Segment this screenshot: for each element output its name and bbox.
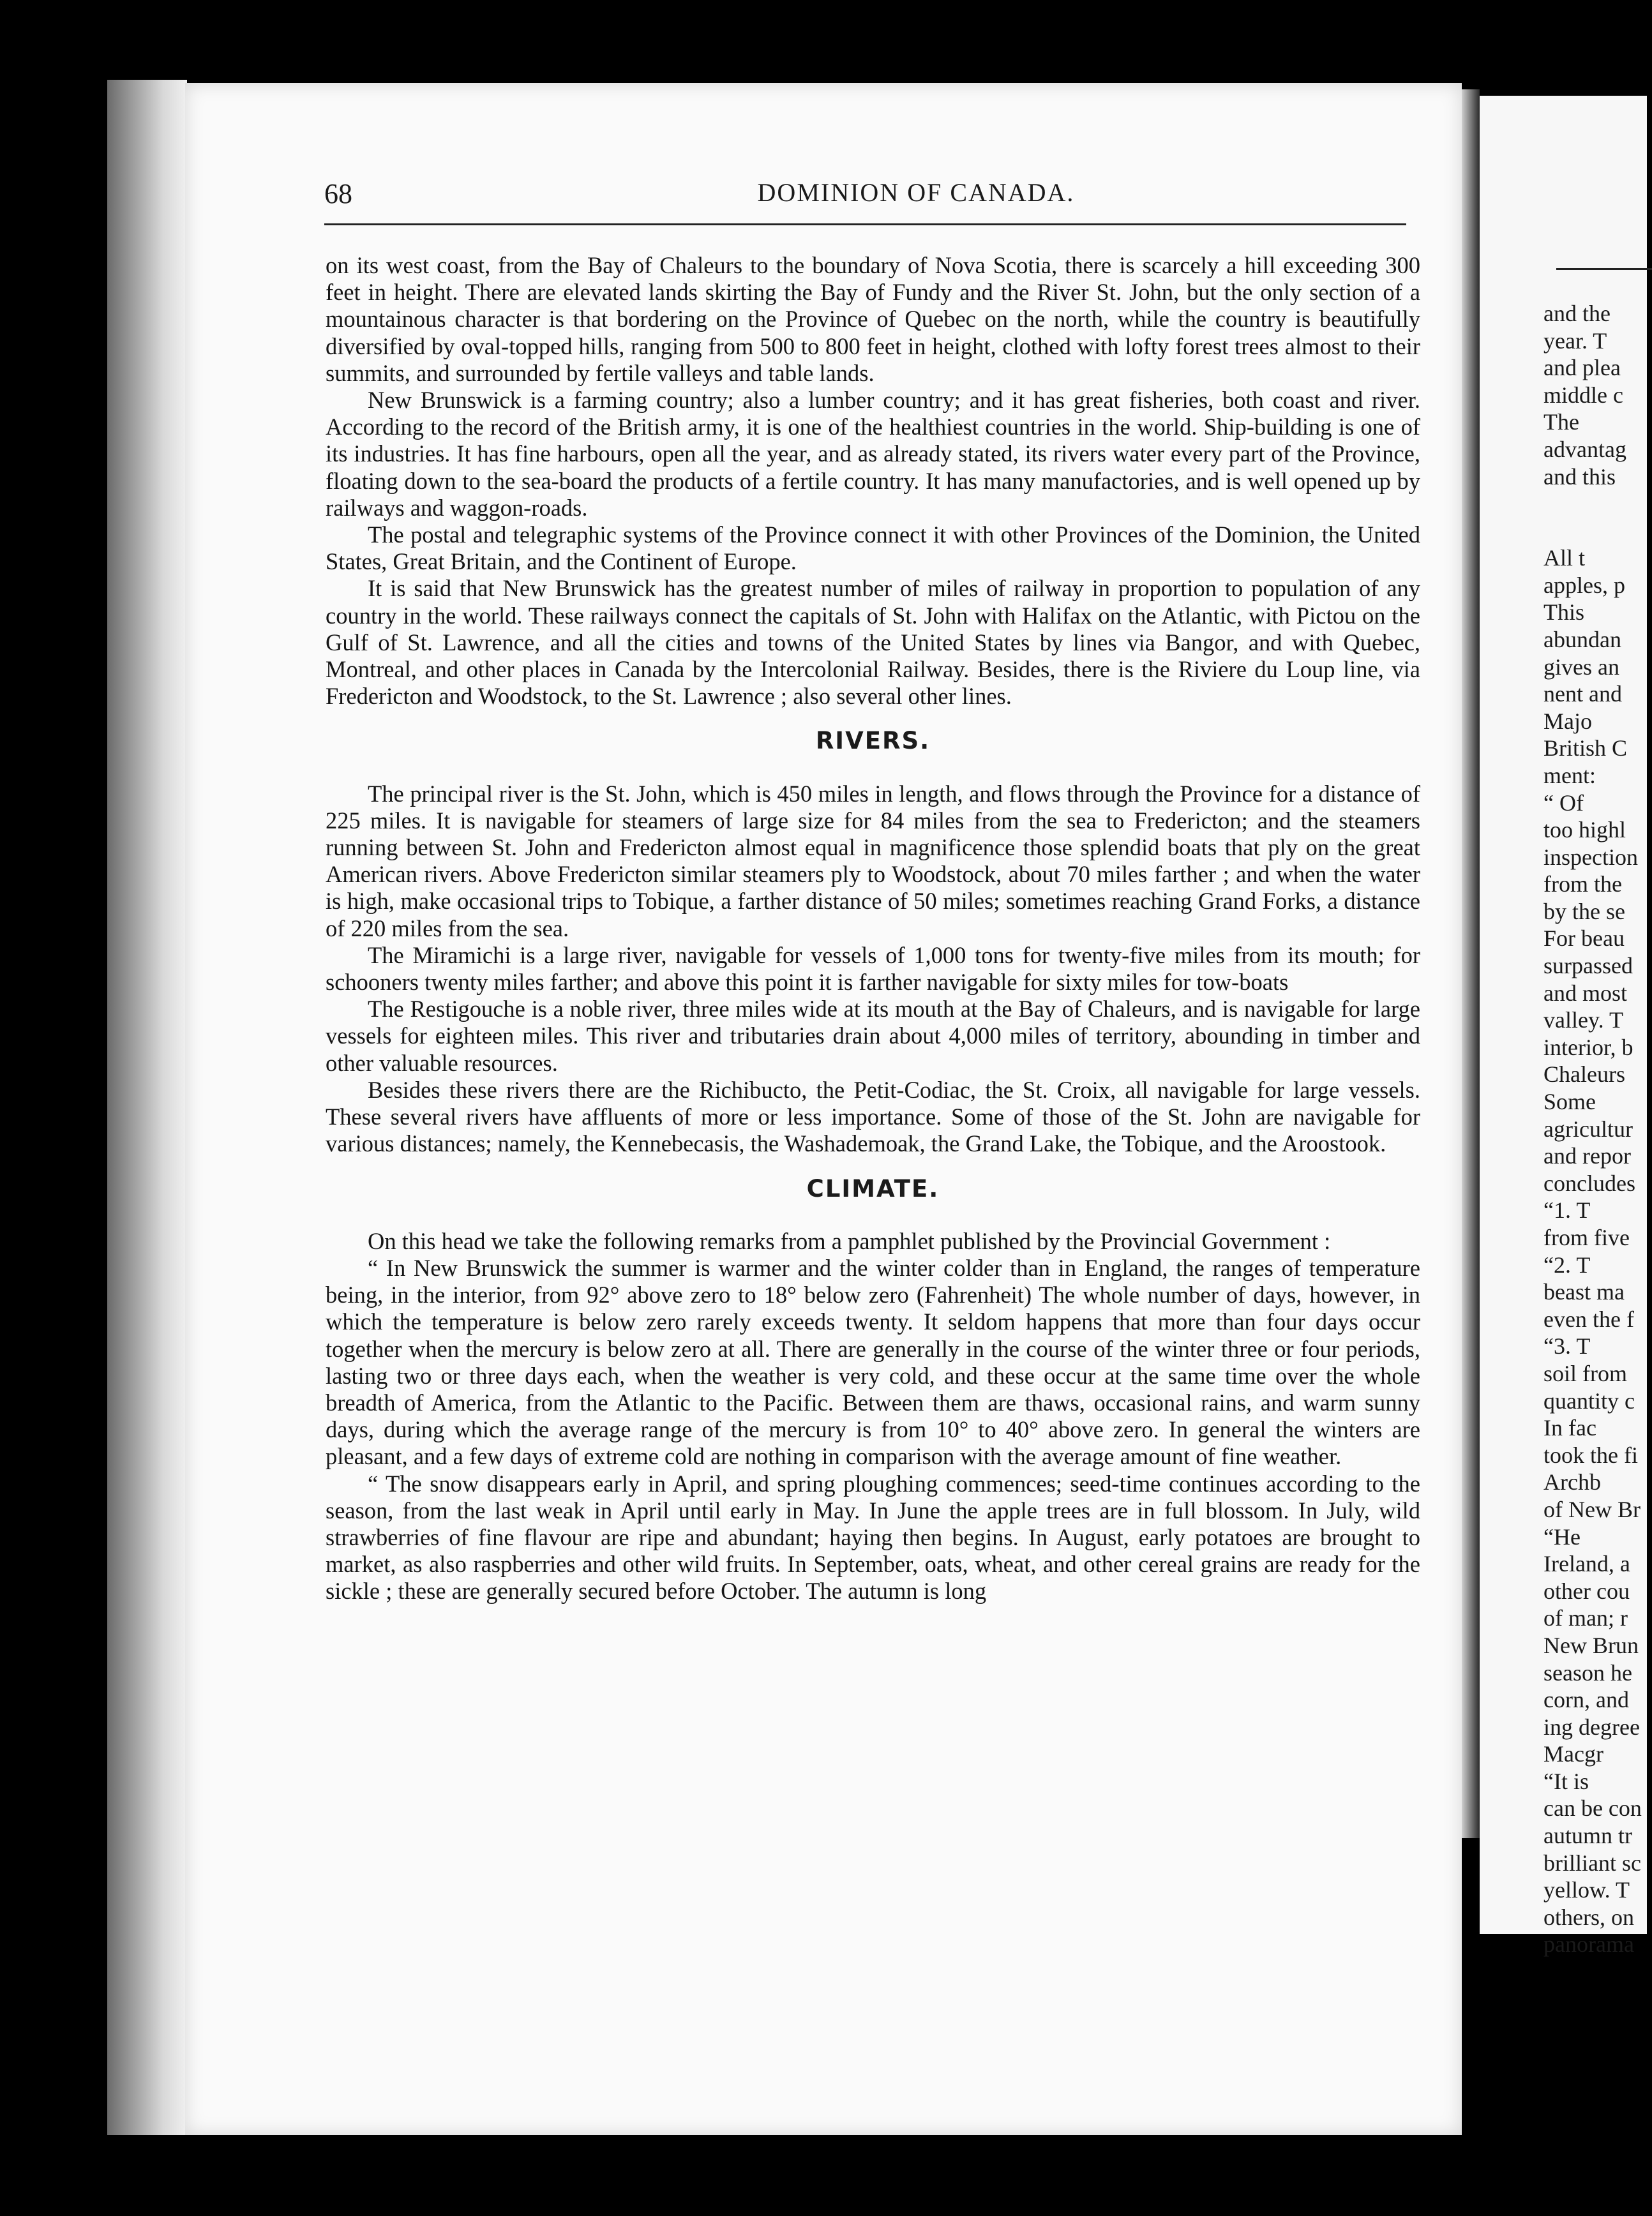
fragment-line: This: [1543, 599, 1585, 625]
paragraph: “ The snow disappears early in April, and spring ploughing commences; seed-time continues according to the season, from the last weak in April until early in May. In June the apple trees are in full blossom. In July, wild strawberries of fine flavour are ripe and abundant; haying then begins. In August, early potatoes are brought to market, as also raspberries and other wild fruits. In September, oats, wheat, and other cereal grains are ready for the sickle ; these are generally secured before October. The autumn is long: [326, 1470, 1420, 1605]
body-text: [326, 252, 1420, 1605]
running-head: [319, 177, 1404, 222]
paragraph: On this head we take the following remarks from a pamphlet published by the Provincial Government :: [368, 1227, 1331, 1254]
fragment-line: quantity c: [1543, 1388, 1635, 1414]
fragment-line: year. T: [1543, 327, 1607, 354]
fragment-line: “He: [1543, 1524, 1581, 1550]
facing-page: [1480, 96, 1647, 1958]
fragment-line: apples, p: [1543, 572, 1625, 598]
fragment-line: valley. T: [1543, 1007, 1623, 1033]
fragment-line: even the f: [1543, 1306, 1634, 1332]
fragment-line: inspection: [1543, 844, 1638, 870]
fragment-line: took the fi: [1543, 1442, 1638, 1468]
fragment-line: New Brun: [1543, 1632, 1639, 1658]
fragment-line: others, on: [1543, 1904, 1634, 1930]
paragraph: “ In New Brunswick the summer is warmer and the winter colder than in England, the ranges of temperature being, in the interior, from 92° above zero to 18° below zero (Fahrenheit) The whole number of days, however, in which the temperature is below zero rarely exceeds twenty. It seldom happens that more than four days occur together when the mercury is below zero at all. There are generally in the course of the winter three or four periods, lasting two or three days each, when the weather is very cold, and these occur at the same time over the whole breadth of America, from the Atlantic to the Pacific. Between them are thaws, occasional rains, and warm sunny days, during which the average range of the mercury is from 10° to 40° above zero. In general the winters are pleasant, and a few days of extreme cold are nothing in comparison with the average amount of fine weather.: [326, 1254, 1420, 1470]
fragment-line: from the: [1543, 871, 1622, 897]
paragraph: New Brunswick is a farming country; also a lumber country; and it has great fisheries, both coast and river. According to the record of the British army, it is one of the healthiest countries in the world. Ship-building is one of its industries. It has fine harbours, open all the year, and as already stated, its rivers water every part of the Province, floating down to the sea-board the products of a fertile country. It has many manufactories, and is well opened up by railways and waggon-roads.: [326, 387, 1420, 521]
book-gutter: [1462, 89, 1480, 1838]
fragment-line: Archb: [1543, 1469, 1601, 1495]
section-heading-rivers: RIVERS.: [815, 727, 931, 755]
paragraph: It is said that New Brunswick has the greatest number of miles of railway in proportion to population of any country in the world. These railways connect the capitals of St. John with Halifax on the Atlantic, with Pictou on the Gulf of St. Lawrence, and all the cities and towns of the United States by lines via Bangor, and with Quebec, Montreal, and other places in Canada by the Intercolonial Railway. Besides, there is the Riviere du Loup line, via Fredericton and Woodstock, to the St. Lawrence ; also several other lines.: [326, 575, 1420, 710]
fragment-line: autumn tr: [1543, 1823, 1632, 1849]
fragment-line: All t: [1543, 545, 1586, 571]
fragment-line: In fac: [1543, 1415, 1596, 1441]
fragment-line: gives an: [1543, 654, 1619, 680]
fragment-line: Ireland, a: [1543, 1551, 1630, 1577]
fragment-line: interior, b: [1543, 1034, 1633, 1060]
fragment-line: Macgr: [1543, 1741, 1603, 1767]
fragment-line: by the se: [1543, 898, 1625, 924]
facing-page-header-rule: [1556, 268, 1652, 270]
fragment-line: advantag: [1543, 436, 1626, 462]
fragment-line: concludes: [1543, 1170, 1635, 1196]
fragment-line: agricultur: [1543, 1116, 1633, 1142]
fragment-line: from five: [1543, 1225, 1630, 1250]
section-heading-climate: CLIMATE.: [806, 1174, 940, 1202]
fragment-line: The: [1543, 409, 1579, 435]
fragment-line: Chaleurs: [1543, 1061, 1625, 1088]
fragment-line: ment:: [1543, 762, 1596, 788]
fragment-line: “3. T: [1543, 1333, 1591, 1359]
fragment-line: panorama: [1543, 1931, 1634, 1958]
fragment-line: can be con: [1543, 1795, 1642, 1822]
paragraph: The postal and telegraphic systems of the Province connect it with other Provinces of the Dominion, the United States, Great Britain, and the Continent of Europe.: [326, 521, 1420, 575]
fragment-line: and repor: [1543, 1143, 1631, 1169]
fragment-line: abundan: [1543, 626, 1621, 652]
fragment-gap: [1543, 490, 1652, 544]
paragraph: The Restigouche is a noble river, three miles wide at its mouth at the Bay of Chaleurs, and is navigable for large vessels for eighteen miles. This river and tributaries drain about 4,000 miles of territory, abounding in timber and other valuable resources.: [326, 996, 1420, 1076]
fragment-line: and this: [1543, 463, 1616, 490]
fragment-line: season he: [1543, 1659, 1632, 1686]
fragment-line: other cou: [1543, 1578, 1630, 1604]
paragraph: Besides these rivers there are the Richibucto, the Petit-Codiac, the St. Croix, all navigable for large vessels. These several rivers have affluents of more or less importance. Some of those of the St. John are navigable for various distances; namely, the Kennebecasis, the Washademoak, the Grand Lake, the Tobique, and the Aroostook.: [326, 1076, 1420, 1157]
page-number: 68: [324, 178, 352, 209]
fragment-line: For beau: [1543, 925, 1625, 952]
fragment-line: Some: [1543, 1089, 1596, 1115]
book-binding-shadow: [107, 80, 187, 2135]
fragment-line: and plea: [1543, 355, 1621, 381]
fragment-line: and the: [1543, 301, 1611, 326]
fragment-line: Majo: [1543, 708, 1592, 734]
fragment-line: surpassed: [1543, 953, 1633, 979]
facing-page-text: [1543, 300, 1652, 1958]
fragment-line: of New Br: [1543, 1496, 1641, 1522]
fragment-line: yellow. T: [1543, 1877, 1630, 1903]
fragment-line: soil from: [1543, 1360, 1627, 1386]
fragment-line: and most: [1543, 980, 1627, 1006]
fragment-line: nent and: [1543, 681, 1622, 707]
paragraph: The Miramichi is a large river, navigable for vessels of 1,000 tons for twenty-five miles from its mouth; for schooners twenty miles farther; and above this point it is farther navigable for sixty miles for tow-boats: [326, 941, 1420, 996]
fragment-line: middle c: [1543, 382, 1623, 408]
fragment-line: of man; r: [1543, 1605, 1628, 1631]
paragraph: The principal river is the St. John, which is 450 miles in length, and flows through the Province for a distance of 225 miles. It is navigable for steamers of large size for 84 miles from the sea to Fredericton; and the steamers running between St. John and Fredericton almost equal in magnificence those splendid boats that ply on the great American rivers. Above Fredericton similar steamers ply to Woodstock, about 70 miles farther ; and when the water is high, make occasional trips to Tobique, a farther distance of 50 miles; sometimes reaching Grand Forks, a distance of 220 miles from the sea.: [326, 780, 1420, 941]
fragment-line: “It is: [1543, 1768, 1589, 1794]
fragment-line: British C: [1543, 735, 1628, 761]
paragraph: on its west coast, from the Bay of Chaleurs to the boundary of Nova Scotia, there is scarcely a hill exceeding 300 feet in height. There are elevated lands skirting the Bay of Fundy and the River St. John, but the only section of a mountainous character is that bordering on the Province of Quebec on the north, while the country is beautifully diversified by oval-topped hills, ranging from 500 to 800 feet in height, clothed with lofty forest trees almost to their summits, and surrounded by fertile valleys and table lands.: [326, 252, 1420, 386]
page-header-title: DOMINION OF CANADA.: [757, 178, 1075, 207]
fragment-line: ing degree: [1543, 1714, 1640, 1740]
fragment-line: brilliant sc: [1543, 1850, 1641, 1876]
fragment-line: “1. T: [1543, 1197, 1591, 1224]
fragment-line: “ Of: [1543, 790, 1584, 816]
fragment-line: “2. T: [1543, 1252, 1591, 1278]
header-rule: [324, 223, 1406, 225]
fragment-line: too highl: [1543, 817, 1626, 843]
fragment-line: beast ma: [1543, 1279, 1625, 1305]
fragment-line: corn, and: [1543, 1687, 1629, 1713]
